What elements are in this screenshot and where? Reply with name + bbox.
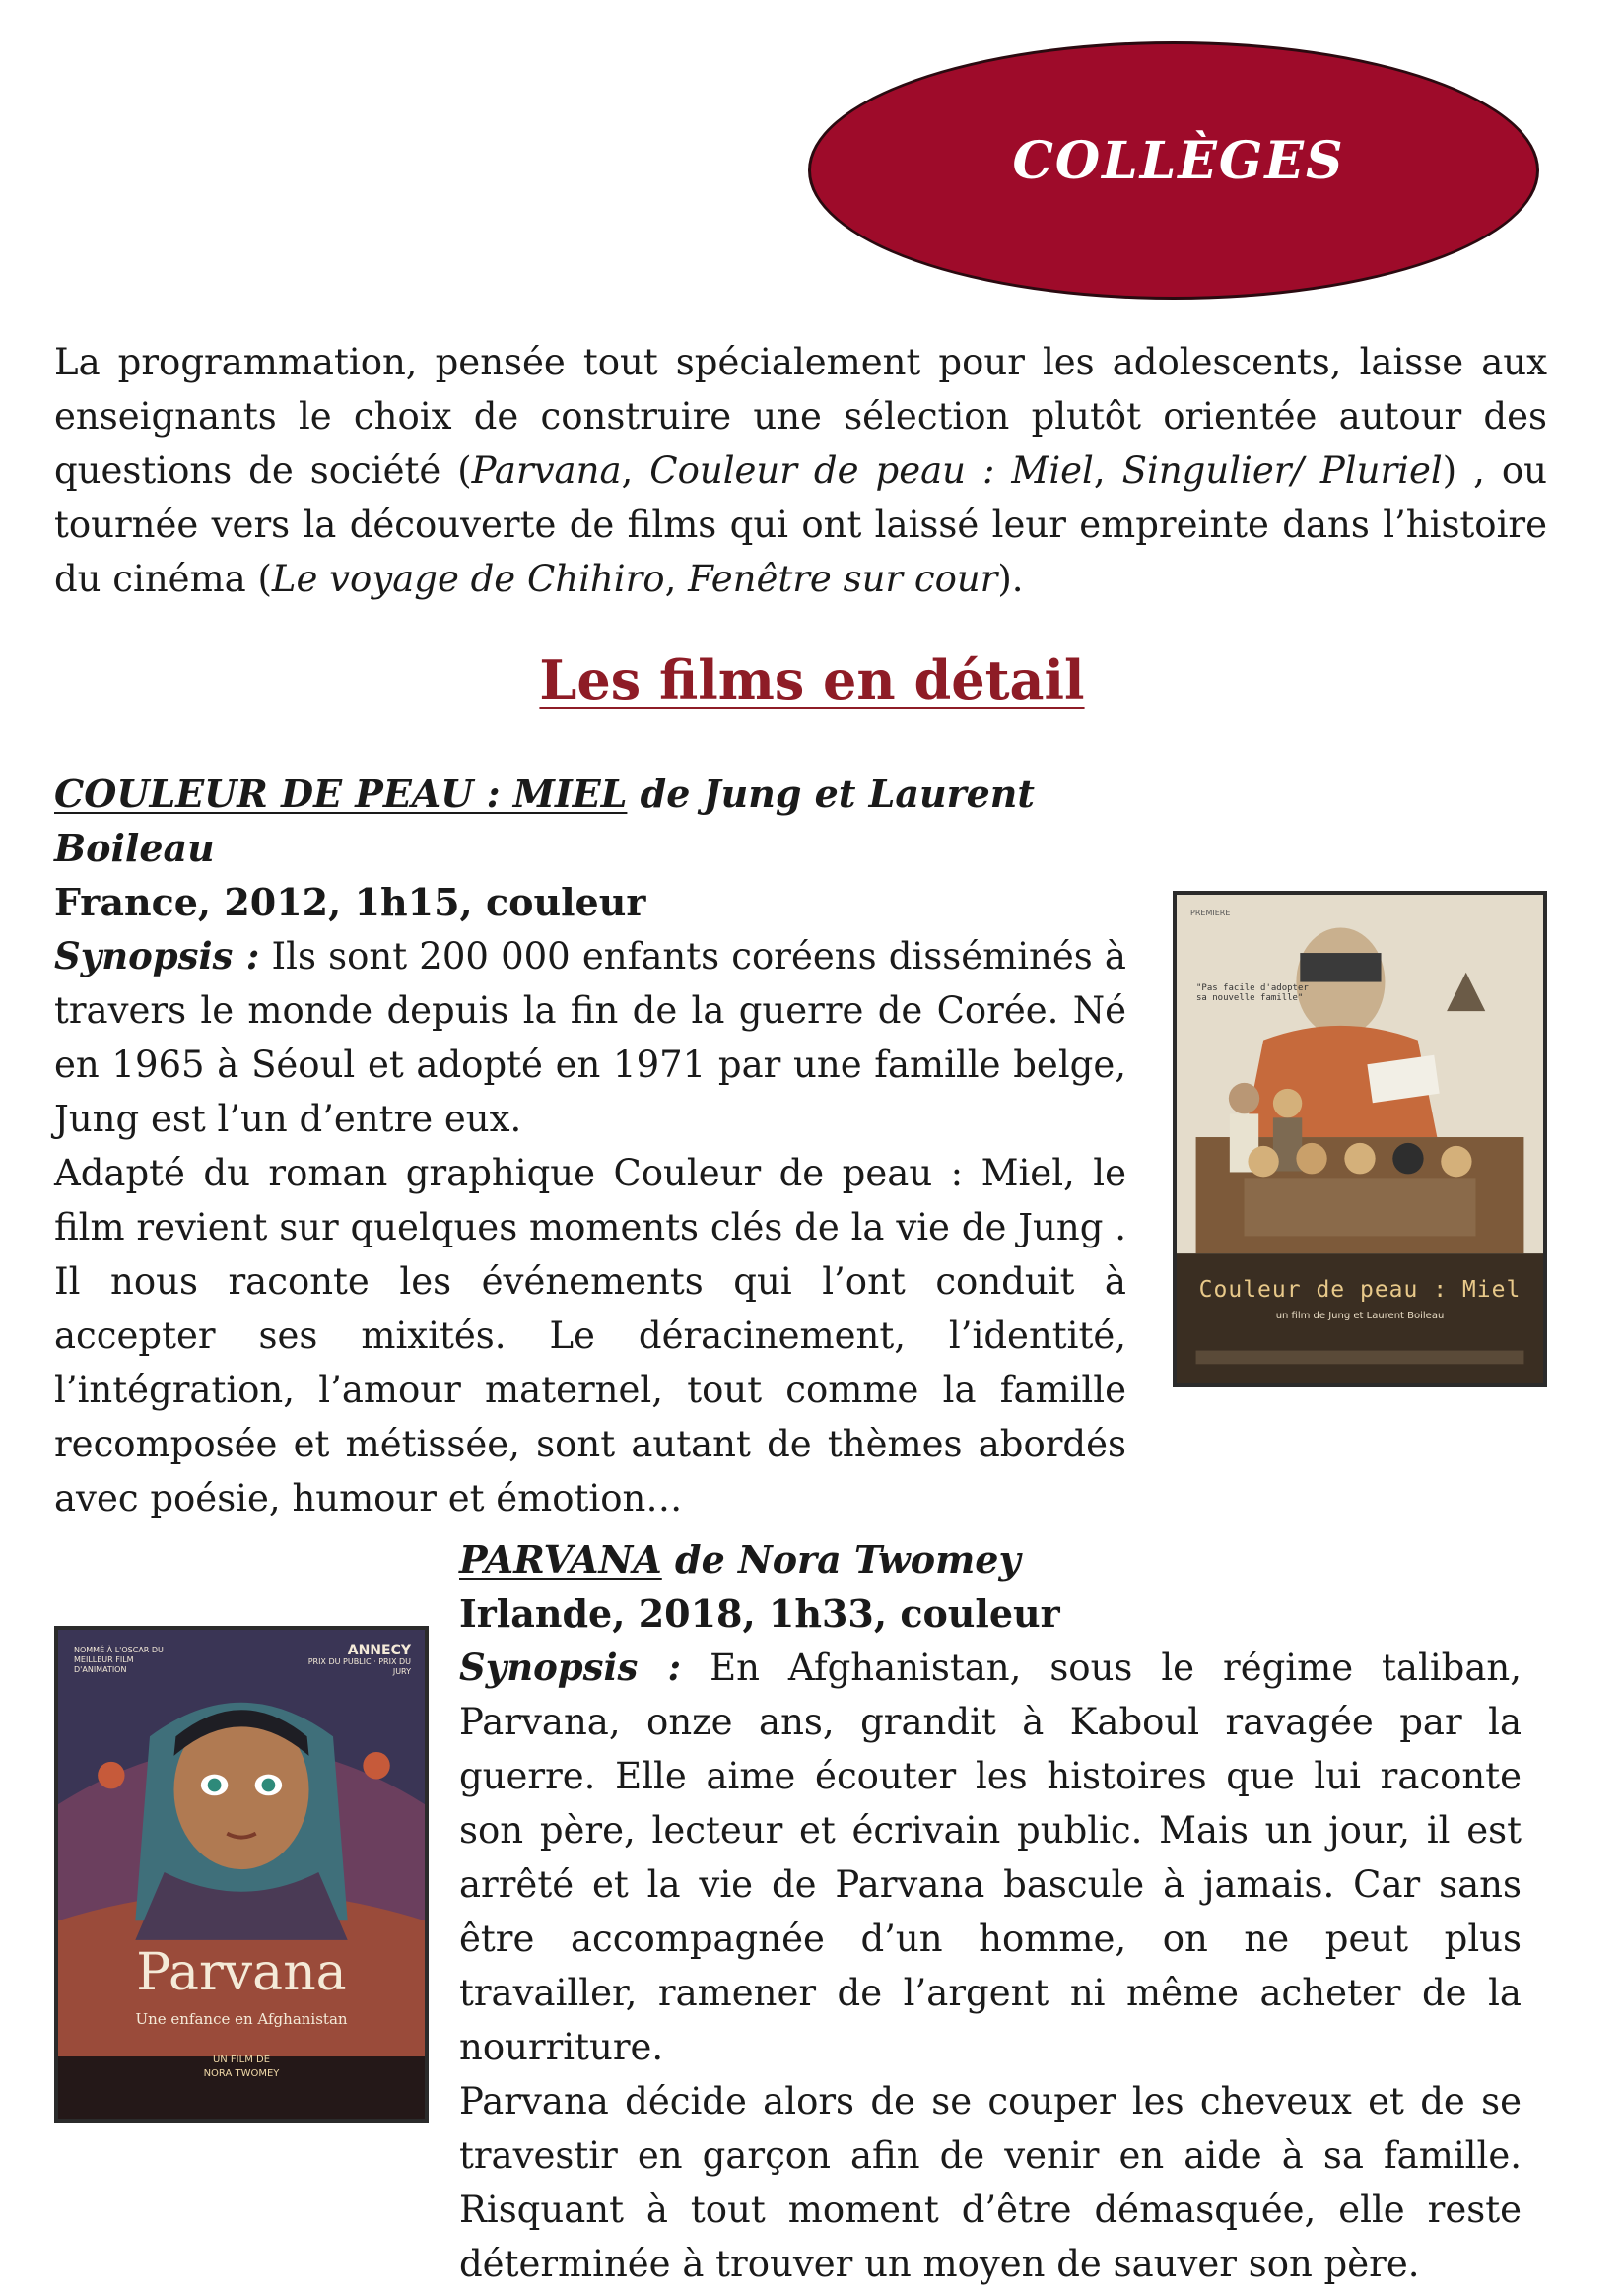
credit-director: NORA TWOMEY	[203, 2068, 280, 2079]
poster-award: NOMMÉ À L'OSCAR DU MEILLEUR FILM D'ANIMATION	[74, 1646, 164, 1674]
film-title-line	[54, 767, 1126, 875]
film-entry-parvana	[459, 1532, 1522, 2291]
intro-film-title: Fenêtre sur cour	[688, 558, 998, 600]
film-synopsis-continued: Parvana décide alors de se couper les cheveux et de se travestir en garçon afin de venir en aide à sa famille. Risquant à tout moment d’être démasquée, elle reste déterminée à trouver un moyen de sauver son père.	[459, 2080, 1522, 2285]
badge-label: COLLÈGES	[1012, 130, 1345, 191]
film-synopsis	[459, 1641, 1522, 2074]
film-title: COULEUR DE PEAU : MIEL	[54, 772, 628, 816]
poster-quote: "Pas facile d'adopter sa nouvelle famille"	[1196, 983, 1309, 1003]
intro-text: La programmation, pensée tout spécialement pour les adolescents, laisse aux enseignants le choix de construire une sélection plutôt orientée autour des questions de société (	[54, 341, 1547, 492]
poster-subtitle: Une enfance en Afghanistan	[135, 2010, 348, 2028]
intro-separator: ,	[621, 449, 650, 492]
film-synopsis-continued: Adapté du roman graphique Couleur de peau : Miel, le film revient sur quelques moments clés de la vie de Jung . Il nous raconte les événements qui l’ont conduit à accepter ses mixités. Le déracinement, l’identité, l’intégration, l’amour maternel, tout comme la famille recomposée et métissée, sont autant de thèmes abordés avec poésie, humour et émotion…	[54, 1152, 1126, 1519]
synopsis-text: Ils sont 200 000 enfants coréens disséminés à travers le monde depuis la fin de la guerre de Corée. Né en 1965 à Séoul et adopté en 1971 par une famille belge, Jung est l’un d’entre eux.	[54, 935, 1126, 1140]
section-title: Les films en détail	[539, 648, 1085, 711]
colleges-badge	[808, 41, 1539, 300]
film-meta: Irlande, 2018, 1h33, couleur	[459, 1591, 1060, 1636]
film-meta: France, 2012, 1h15, couleur	[54, 880, 646, 924]
festival-name: ANNECY	[347, 1643, 411, 1658]
credit-line: UN FILM DE	[212, 2055, 271, 2065]
film-entry-couleur-de-peau	[54, 767, 1126, 1525]
intro-text: ).	[997, 558, 1024, 600]
intro-film-title: Parvana	[471, 449, 622, 492]
film-director: de Nora Twomey	[661, 1537, 1021, 1582]
poster-couleur-de-peau	[1173, 891, 1547, 1387]
film-title: PARVANA	[459, 1537, 662, 1582]
intro-text: ) , ou tournée vers la découverte de films qui ont laissé leur empreinte dans l’histoire du cinéma (	[54, 449, 1547, 600]
poster-title: Couleur de peau : Miel	[1198, 1277, 1522, 1303]
film-director: de Jung et Laurent Boileau	[54, 772, 1035, 870]
poster-subtitle: un film de Jung et Laurent Boileau	[1275, 1311, 1445, 1321]
intro-separator: ,	[664, 558, 689, 600]
poster-top-text: PREMIERE	[1190, 909, 1231, 917]
synopsis-text: En Afghanistan, sous le régime taliban, Parvana, onze ans, grandit à Kaboul ravagée par la guerre. Elle aime écouter les histoires que lui raconte son père, lecteur et écrivain public. Mais un jour, il est arrêté et la vie de Parvana bascule à jamais. Car sans être accompagnée d’un homme, on ne peut plus travailler, ramener de l’argent ni même acheter de la nourriture.	[459, 1647, 1522, 2068]
film-title-line	[459, 1532, 1522, 1586]
synopsis-label: Synopsis :	[459, 1646, 682, 1689]
festival-award: PRIX DU PUBLIC · PRIX DU JURY	[307, 1657, 411, 1676]
poster-parvana	[54, 1626, 429, 2123]
intro-film-title: Singulier/ Pluriel	[1121, 449, 1443, 492]
intro-separator: ,	[1093, 449, 1122, 492]
synopsis-label: Synopsis :	[54, 934, 260, 977]
poster-illustration	[58, 1630, 425, 2119]
intro-film-title: Le voyage de Chihiro	[271, 558, 665, 600]
intro-paragraph	[54, 335, 1547, 606]
poster-festival	[293, 1643, 411, 1677]
film-synopsis	[54, 929, 1126, 1146]
poster-title: Parvana	[136, 1943, 347, 2002]
poster-credit	[58, 2054, 425, 2081]
intro-film-title: Couleur de peau : Miel	[649, 449, 1094, 492]
